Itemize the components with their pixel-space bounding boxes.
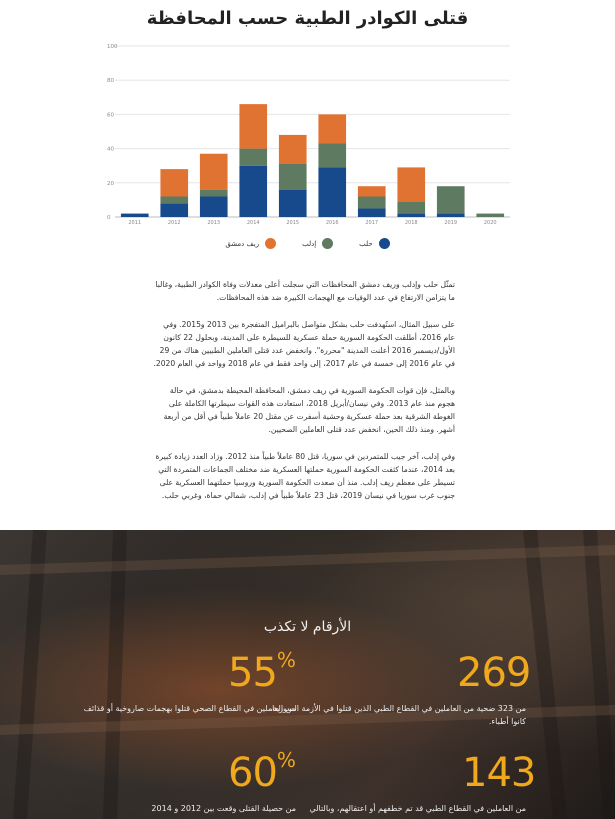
bar-segment-2020[interactable] <box>476 214 504 217</box>
legend-item-aleppo[interactable] <box>359 238 390 249</box>
bar-segment-2018[interactable] <box>397 202 425 214</box>
bar-segment-2019[interactable] <box>437 214 465 217</box>
bar-segment-2018[interactable] <box>397 214 425 217</box>
bar-segment-2013[interactable] <box>200 190 228 197</box>
stats-section <box>0 530 615 819</box>
stat-number-missiles-value: 55 <box>228 650 277 696</box>
legend-dot-aleppo <box>379 238 390 249</box>
stat-desc-period: من حصيلة القتلى وقعت بين 2012 و 2014 <box>151 804 296 813</box>
bar-segment-2015[interactable] <box>279 135 307 164</box>
legend-item-idlib[interactable] <box>302 238 333 249</box>
bar-segment-2012[interactable] <box>160 169 188 196</box>
bar-segment-2017[interactable] <box>358 208 386 217</box>
bar-segment-2015[interactable] <box>279 164 307 190</box>
bar-segment-2011[interactable] <box>121 214 149 217</box>
article-body <box>150 278 455 516</box>
bar-segment-2012[interactable] <box>160 203 188 217</box>
article-paragraph-3: وبالمثل، فإن قوات الحكومة السورية في ريف دمشق، المحافظة المحيطة بدمشق، في حالة هجوم منذ عام 2013. وفي نيسان/أبريل 2018، استعادت هذه القوات سيطرتها الكاملة على الغوطة الشرقية بعد حملة عسكرية وحشية أسفرت عن مقتل 20 عاملاً طبياً في أقل من أربعة أشهر. ومنذ ذلك الحين، انخفض عدد قتلى العاملين الصحيين. <box>163 386 455 434</box>
stat-number-detained-value: 143 <box>462 750 536 796</box>
y-tick-label: 20 <box>107 180 114 187</box>
x-tick-label: 2016 <box>325 220 339 224</box>
bar-segment-2019[interactable] <box>437 186 465 213</box>
stacked-bar-chart <box>90 34 520 224</box>
bar-segment-2014[interactable] <box>239 149 267 166</box>
stat-number-period <box>228 750 295 796</box>
stat-desc-doctors: من 323 ضحية من العاملين في القطاع الطبي الذين قتلوا في الأزمة السورية، كانوا أطباء. <box>270 704 526 726</box>
bar-segment-2018[interactable] <box>397 167 425 201</box>
chart-title: قتلى الكوادر الطبية حسب المحافظة <box>146 8 469 29</box>
stat-number-period-suffix: % <box>276 748 295 772</box>
legend-dot-idlib <box>322 238 333 249</box>
stat-number-period-value: 60 <box>228 750 277 796</box>
bar-segment-2016[interactable] <box>318 143 346 167</box>
x-tick-label: 2019 <box>444 220 458 224</box>
legend-dot-rif-dimashq <box>265 238 276 249</box>
stat-number-missiles-suffix: % <box>276 648 295 672</box>
stat-desc-detained: من العاملين في القطاع الطبي قد تم خطفهم أو اعتقالهم، وبالتالي <box>309 804 526 813</box>
legend-label-idlib: إدلب <box>302 239 317 248</box>
bar-segment-2014[interactable] <box>239 104 267 148</box>
article-paragraph-1: تمثّل حلب وإدلب وريف دمشق المحافظات التي سجلت أعلى معدلات وفاة الكوادر الطبية، وغالبا ما يتزامن الارتفاع في عدد الوفيات مع الهجمات الكبيرة ضد هذه المحافظات. <box>155 280 455 302</box>
x-tick-label: 2020 <box>483 220 497 224</box>
bar-segment-2013[interactable] <box>200 196 228 217</box>
stat-number-doctors <box>457 650 530 696</box>
x-tick-label: 2011 <box>128 220 142 224</box>
stat-number-doctors-value: 269 <box>457 650 531 696</box>
chart-legend <box>0 238 615 249</box>
stats-title: الأرقام لا تكذب <box>263 619 352 635</box>
bar-segment-2017[interactable] <box>358 196 386 208</box>
x-axis-labels <box>128 220 496 224</box>
y-tick-label: 0 <box>107 215 111 221</box>
stat-desc-missiles: من العاملين في القطاع الصحي قتلوا بهجمات صاروخية أو قذائف <box>83 704 296 713</box>
y-tick-label: 40 <box>107 146 114 153</box>
bar-segment-2012[interactable] <box>160 196 188 203</box>
legend-label-aleppo: حلب <box>359 239 373 248</box>
legend-item-rif-dimashq[interactable] <box>225 238 276 249</box>
y-tick-label: 60 <box>107 112 114 119</box>
y-tick-label: 80 <box>107 78 114 85</box>
x-tick-label: 2015 <box>286 220 300 224</box>
y-axis-labels <box>107 44 118 221</box>
y-tick-label: 100 <box>107 44 118 50</box>
bar-segment-2014[interactable] <box>239 166 267 217</box>
bar-segment-2013[interactable] <box>200 154 228 190</box>
bar-segment-2015[interactable] <box>279 190 307 217</box>
stat-number-detained <box>462 750 535 796</box>
x-tick-label: 2012 <box>167 220 181 224</box>
bar-segment-2016[interactable] <box>318 167 346 217</box>
stat-number-missiles <box>228 650 295 696</box>
legend-label-rif-dimashq: ريف دمشق <box>225 239 260 248</box>
bar-segment-2016[interactable] <box>318 114 346 143</box>
article-paragraph-4: وفي إدلب، آخر جيب للمتمردين في سوريا، قتل 80 عاملاً طبياً منذ 2012. وزاد العدد زيادة كبيرة بعد 2014، عندما كثفت الحكومة السورية حملتها العسكرية ضد مختلف الجماعات المتمردة التي تسيطر على معظم ريف إدلب. منذ أن صعدت الحكومة السورية وروسيا حملتهما العسكرية على جنوب غرب سوريا في نيسان 2019، قتل 23 عاملاً طبياً في إدلب، شمالي حماة، وغربي حلب. <box>155 452 455 500</box>
x-tick-label: 2014 <box>246 220 260 224</box>
x-tick-label: 2018 <box>404 220 418 224</box>
x-tick-label: 2017 <box>365 220 379 224</box>
chart-bars <box>121 104 504 217</box>
x-tick-label: 2013 <box>207 220 221 224</box>
article-paragraph-2: على سبيل المثال، استُهدفت حلب بشكل متواصل بالبراميل المتفجرة بين 2013 و2015. وفي عام 2016، أطلقت الحكومة السورية حملة عسكرية للسيطرة على المدينة، وبحلول 22 كانون الأول/ديسمبر 2016 أعلنت المدينة "محررة". وانخفض عدد قتلى العاملين الطبيين هناك من 29 في عام 2016 إلى خمسة في عام 2017، إلى واحد فقط في عام 2018 وواحد في العام 2020. <box>153 320 455 368</box>
bar-segment-2017[interactable] <box>358 186 386 196</box>
